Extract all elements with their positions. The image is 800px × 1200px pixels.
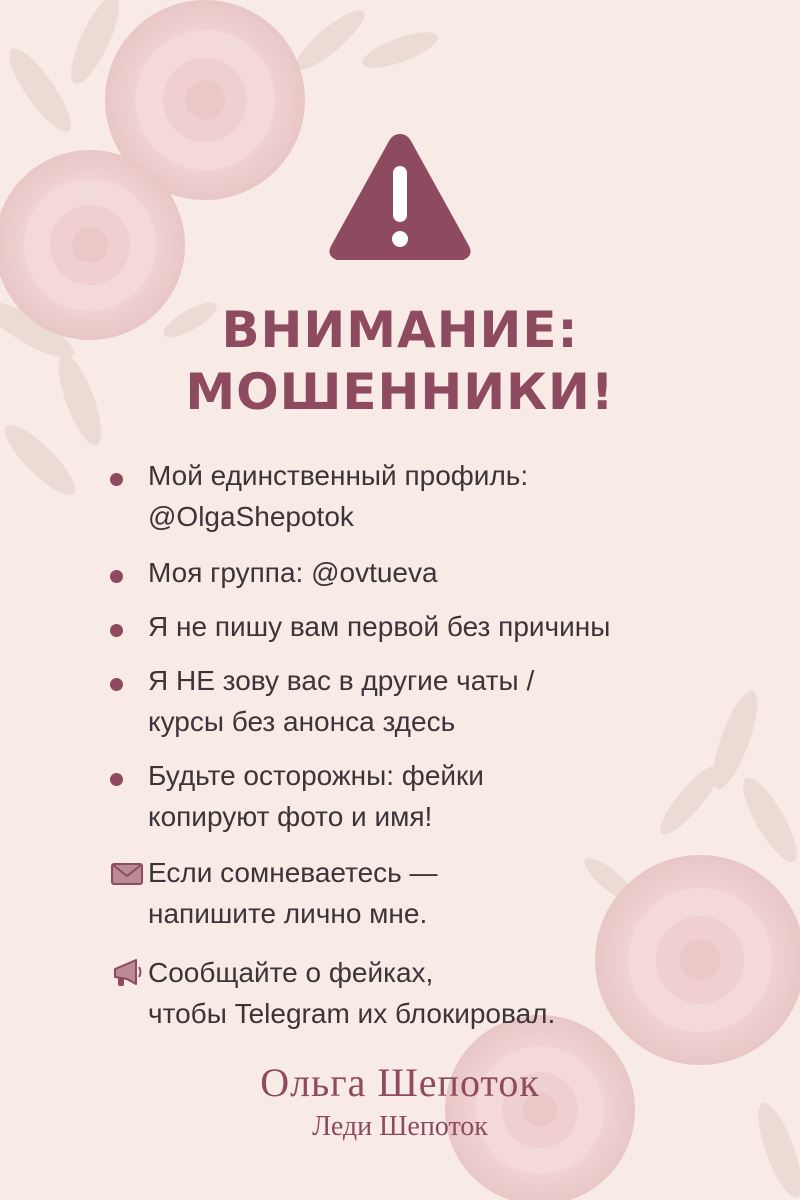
bullet-text: Будьте осторожны: фейки	[148, 760, 484, 791]
bullet-text: Я НЕ зову вас в другие чаты /	[148, 665, 535, 696]
bullet-dot	[110, 773, 123, 786]
bullet-dot	[110, 678, 123, 691]
page-title: ВНИМАНИЕ:	[221, 301, 579, 359]
signature-subtitle: Леди Шепоток	[312, 1111, 488, 1142]
bullet-text: Мой единственный профиль:	[148, 460, 529, 491]
bullet-dot	[110, 570, 123, 583]
bullet-text-cont: курсы без анонса здесь	[148, 706, 456, 737]
note-text-cont: чтобы Telegram их блокировал.	[148, 998, 556, 1029]
warning-icon	[325, 128, 475, 266]
note-text: Сообщайте о фейках,	[148, 957, 434, 988]
bullet-text-cont: копируют фото и имя!	[148, 801, 433, 832]
bullet-dot	[110, 473, 123, 486]
bullet-text-cont: @OlgaShepotok	[148, 501, 354, 532]
bullet-dot	[110, 624, 123, 637]
envelope-icon	[110, 858, 144, 888]
bullet-text: Я не пишу вам первой без причины	[148, 611, 611, 642]
note-text-cont: напишите лично мне.	[148, 898, 428, 929]
bullet-text: Моя группа: @ovtueva	[148, 557, 438, 588]
signature-name: Ольга Шепоток	[260, 1060, 540, 1105]
megaphone-icon	[110, 958, 144, 988]
page-title-line2: МОШЕННИКИ!	[185, 363, 615, 421]
note-text: Если сомневаетесь —	[148, 857, 438, 888]
